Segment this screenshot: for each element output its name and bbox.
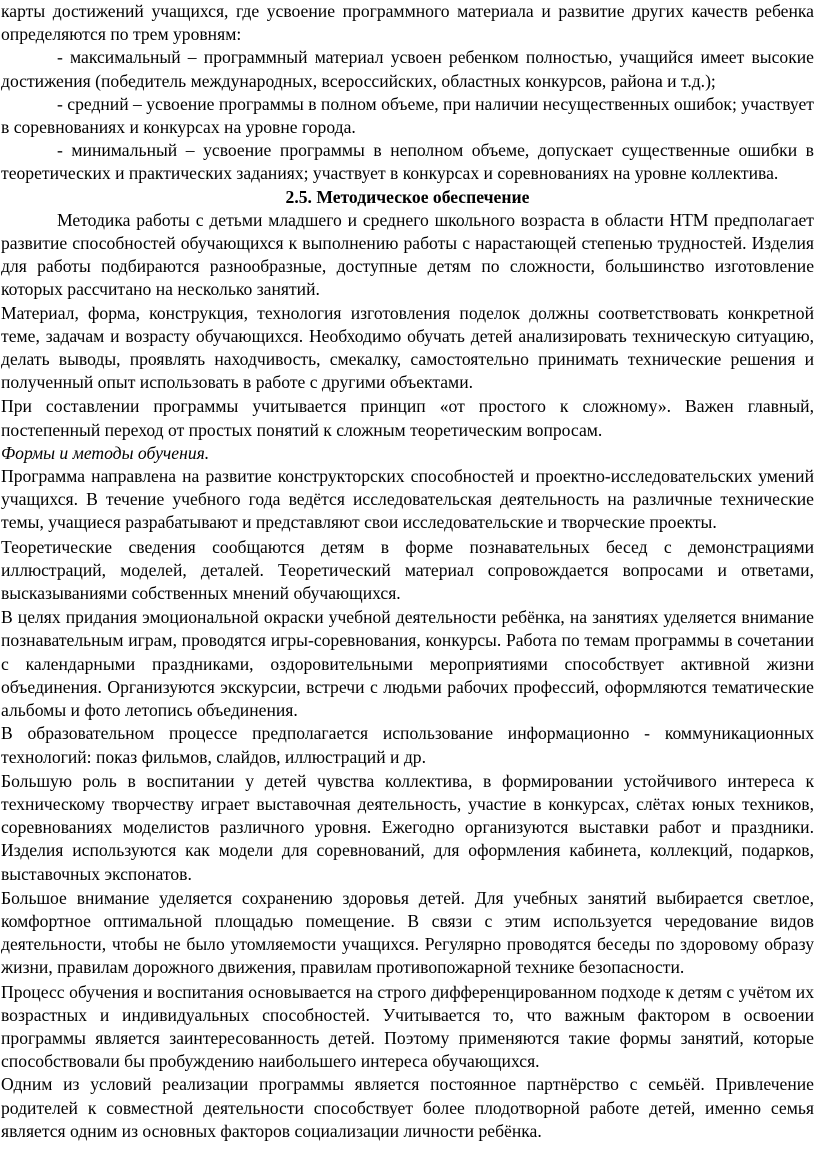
- forms-paragraph: Большую роль в воспитании у детей чувства коллектива, в формировании устойчивого интереса к техническому творчеству играет выставочная деятельность, участие в конкурсах, слётах юных техников, соревнованиях моделистов различного уровня. Ежегодно организуются выставки работ и праздники. Изделия используются как модели для соревнований, для оформления кабинета, коллекций, подарков, выставочных экспонатов.: [1, 770, 814, 884]
- level-average: - средний – усвоение программы в полном объеме, при наличии несущественных ошибок; участвует в соревнованиях и конкурсах на уровне города.: [1, 93, 814, 138]
- section-heading: 2.5. Методическое обеспечение: [285, 186, 530, 207]
- forms-paragraph: Процесс обучения и воспитания основывается на строго дифференцированном подходе к детям с учётом их возрастных и индивидуальных способностей. Учитывается то, что важным фактором в освоении программы является заинтересованность детей. Поэтому применяются такие формы занятий, которые способствовали бы пробуждению наибольшего интереса обучающихся.: [1, 981, 814, 1072]
- forms-paragraph: Большое внимание уделяется сохранению здоровья детей. Для учебных занятий выбирается светлое, комфортное оптимальной площадью помещение. В связи с этим используется чередование видов деятельности, чтобы не было утомляемости учащихся. Регулярно проводятся беседы по здоровому образу жизни, правилам дорожного движения, правилам противопожарной технике безопасности.: [1, 887, 814, 978]
- intro-paragraph: карты достижений учащихся, где усвоение программного материала и развитие других качеств ребенка определяются по трем уровням:: [1, 1, 814, 45]
- methodology-paragraph: Материал, форма, конструкция, технология изготовления поделок должны соответствовать конкретной теме, задачам и возрасту обучающихся. Необходимо обучать детей анализировать техническую ситуацию, делать выводы, проявлять находчивость, смекалку, самостоятельно принимать технические решения и полученный опыт использовать в работе с другими объектами.: [1, 302, 814, 393]
- methodology-paragraph: Методика работы с детьми младшего и среднего школьного возраста в области НТМ предполагает развитие способностей обучающихся к выполнению работы с нарастающей степенью трудностей. Изделия для работы подбираются разнообразные, доступные детям по сложности, большинство изготовление которых рассчитано на несколько занятий.: [1, 209, 814, 300]
- level-minimum: - минимальный – усвоение программы в неполном объеме, допускает существенные ошибки в теоретических и практических заданиях; участвует в конкурсах и соревнованиях на уровне коллектива.: [1, 140, 814, 184]
- forms-paragraph: Теоретические сведения сообщаются детям в форме познавательных бесед с демонстрациями иллюстраций, моделей, деталей. Теоретический материал сопровождается вопросами и ответами, высказываниями собственных мнений обучающихся.: [1, 536, 814, 604]
- forms-paragraph: В образовательном процессе предполагается использование информационно - коммуникационных технологий: показ фильмов, слайдов, иллюстраций и др.: [1, 723, 814, 767]
- forms-paragraph: Одним из условий реализации программы является постоянное партнёрство с семьёй. Привлечение родителей к совместной деятельности способствует более плодотворной работе детей, именно семья является одним из основных факторов социализации личности ребёнка.: [1, 1074, 814, 1141]
- level-maximum: - максимальный – программный материал усвоен ребенком полностью, учащийся имеет высокие достижения (победитель международных, всероссийских, областных конкурсов, района и т.д.);: [1, 47, 814, 91]
- methodology-paragraph: При составлении программы учитывается принцип «от простого к сложному». Важен главный, постепенный переход от простых понятий к сложным теоретическим вопросам.: [1, 396, 814, 440]
- forms-paragraph: В целях придания эмоциональной окраски учебной деятельности ребёнка, на занятиях уделяется внимание познавательным играм, проводятся игры-соревнования, конкурсы. Работа по темам программы в сочетании с календарными праздниками, оздоровительными мероприятиями способствует активной жизни объединения. Организуются экскурсии, встречи с людьми рабочих профессий, оформляются тематические альбомы и фото летопись объединения.: [1, 607, 814, 721]
- forms-paragraph: Программа направлена на развитие конструкторских способностей и проектно-исследовательских умений учащихся. В течение учебного года ведётся исследовательская деятельность на различные технические темы, учащиеся разрабатывают и представляют свои исследовательские и творческие проекты.: [1, 466, 814, 533]
- forms-heading: Формы и методы обучения.: [1, 442, 210, 463]
